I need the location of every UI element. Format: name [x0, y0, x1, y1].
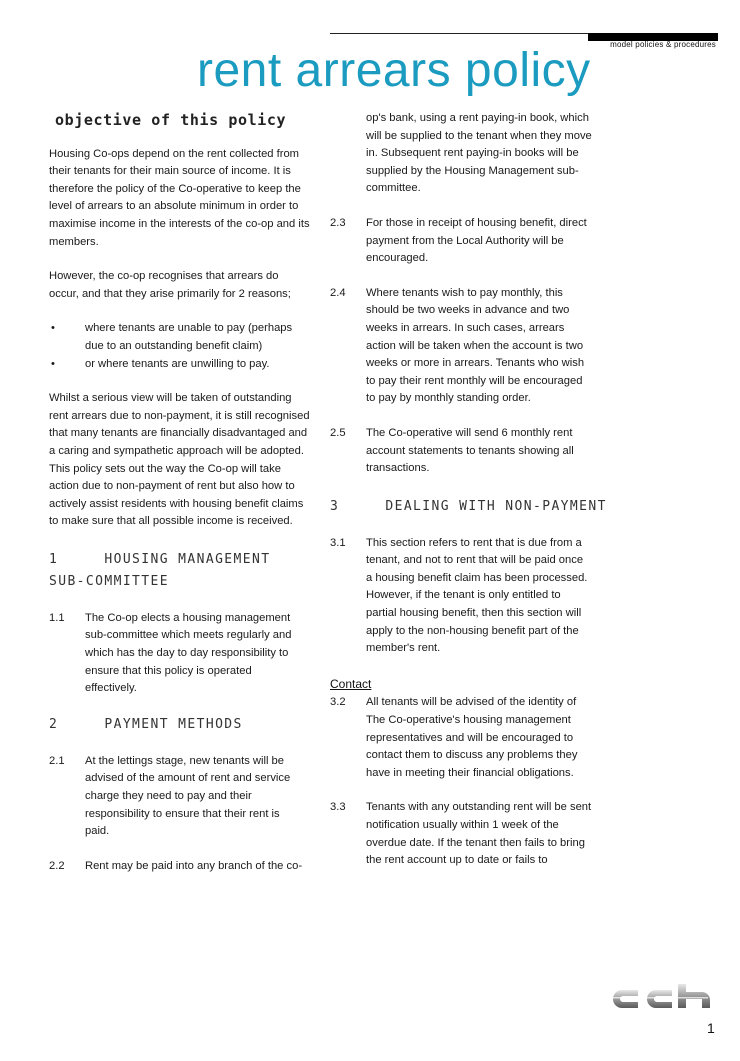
- section-1-heading: 1 HOUSING MANAGEMENT SUB-COMMITTEE: [49, 551, 280, 589]
- item-text: Rent may be paid into any branch of the co-: [85, 859, 303, 872]
- objective-para-3: Whilst a serious view will be taken of outstanding rent arrears due to non-payment, it is still recognised that many tenants are financially disadvantaged and a caring and sympathetic approach will be adopted. This policy sets out the way the Co-op will take action due to non-payment of rent but also how to actively assist residents with housing benefit claims to make sure that all possible income is received.: [49, 392, 310, 528]
- item-number: 3.3: [330, 801, 346, 814]
- list-item: [49, 610, 311, 698]
- item-text: Where tenants wish to pay monthly, this should be two weeks in advance and two weeks in arrears. In such cases, arrears action will be taken when the account is two weeks or more in arrears. Tenants who wish to pay their rent monthly will be encouraged to pay by monthly standing order.: [366, 286, 585, 405]
- page-title: rent arrears policy: [197, 44, 591, 97]
- bullet-text: or where tenants are unwilling to pay.: [85, 357, 270, 370]
- right-column: [330, 110, 607, 870]
- item-number: 2.2: [49, 859, 65, 872]
- cch-logo: [608, 984, 720, 1010]
- item-number: 3.2: [330, 696, 346, 709]
- section-3-heading: 3 DEALING WITH NON-PAYMENT: [330, 498, 607, 514]
- objective-para-1: Housing Co-ops depend on the rent collected from their tenants for their main source of income. It is therefore the policy of the Co-operative to keep the level of arrears to an absolute minimum in order to maximise income in the interests of the co-op and its members.: [49, 147, 310, 248]
- list-item: [330, 425, 592, 478]
- item-number: 2.1: [49, 754, 65, 767]
- item-text: This section refers to rent that is due from a tenant, and not to rent that will be paid once a housing benefit claim has been processed. However, if the tenant is only entitled to partial housing benefit, then this section will apply to the non-housing benefit part of the member's rent.: [366, 536, 588, 655]
- bullet-item: [49, 320, 311, 355]
- list-item: [330, 535, 592, 658]
- objective-heading: objective of this policy: [55, 111, 287, 129]
- item-number: 2.3: [330, 216, 346, 229]
- header-tag: model policies & procedures: [610, 40, 716, 49]
- item-number: 1.1: [49, 611, 65, 624]
- item-number: 2.4: [330, 286, 346, 299]
- item-text: All tenants will be advised of the identity of The Co-operative's housing management representatives and will be encouraged to contact them to discuss any problems they have in meeting their financial obligations.: [366, 696, 578, 779]
- item-text: The Co-operative will send 6 monthly rent account statements to tenants showing all transactions.: [366, 426, 574, 475]
- svg-text:cch: cch: [608, 984, 610, 985]
- page-number: 1: [707, 1020, 715, 1036]
- list-item: [330, 799, 592, 869]
- item-number: 2.5: [330, 426, 346, 439]
- list-item: [330, 285, 592, 408]
- bullet-text: where tenants are unable to pay (perhaps due to an outstanding benefit claim): [85, 322, 293, 352]
- objective-para-2: However, the co-op recognises that arrears do occur, and that they arise primarily for 2 reasons;: [49, 270, 291, 300]
- list-item: [49, 858, 311, 876]
- item-text: The Co-op elects a housing management sub-committee which meets regularly and which has the day to day responsibility to ensure that this policy is operated effectively.: [85, 611, 292, 695]
- bullet-dot: •: [51, 357, 55, 370]
- list-item: [49, 753, 311, 841]
- contact-heading: Contact: [330, 676, 372, 691]
- list-item: [330, 215, 592, 268]
- bullet-dot: •: [51, 322, 55, 335]
- bullet-item: [49, 356, 311, 374]
- left-column: [49, 112, 311, 875]
- list-item: [330, 694, 592, 782]
- item-text: For those in receipt of housing benefit, direct payment from the Local Authority will be encouraged.: [366, 216, 587, 265]
- section-2-heading: 2 PAYMENT METHODS: [49, 716, 243, 732]
- item-text: Tenants with any outstanding rent will be sent notification usually within 1 week of the overdue date. If the tenant then fails to bring the rent account up to date or fails to: [366, 801, 592, 867]
- item-number: 3.1: [330, 536, 346, 549]
- item-text: At the lettings stage, new tenants will be advised of the amount of rent and service charge they need to pay and their responsibility to ensure that their rent is paid.: [85, 754, 291, 838]
- item-2-2-continuation: op's bank, using a rent paying-in book, which will be supplied to the tenant when they move in. Subsequent rent paying-in books will be supplied by the Housing Management sub-committee.: [366, 112, 592, 195]
